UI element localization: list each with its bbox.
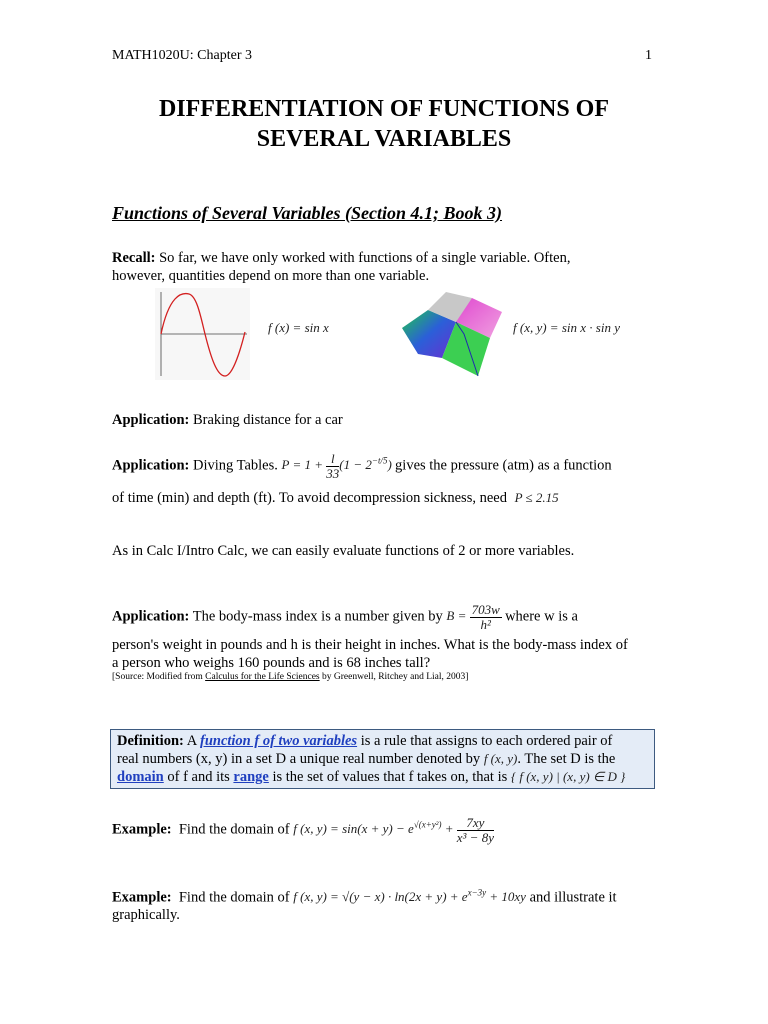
surface-plot <box>398 288 508 382</box>
calc-line: As in Calc I/Intro Calc, we can easily evaluate functions of 2 or more variables. <box>112 543 575 559</box>
range-set-formula: { f (x, y) | (x, y) ∈ D } <box>510 769 626 784</box>
recall-line1: So far, we have only worked with functions of a single variable. Often, <box>159 250 571 266</box>
course-header: MATH1020U: Chapter 3 <box>112 48 252 63</box>
recall-label: Recall: <box>112 250 156 266</box>
pressure-formula: P = 1 + $\frac{l}{33}$ $(1 - 2^{-t/5})$ <box>281 451 392 481</box>
bmi-text2: where w is a <box>505 608 578 625</box>
application-braking <box>112 411 343 429</box>
range-link[interactable]: range <box>233 769 269 785</box>
diving-line2: of time (min) and depth (ft). To avoid decompression sickness, need P ≤ 2.15 <box>112 490 559 506</box>
bmi-fraction: $\frac{703w}{\text{h²}}$ <box>471 602 500 632</box>
sine-graph <box>155 288 250 380</box>
example1-formula: f (x, $y) = \sin(x + y) - e^{√(x+y^2)}$ + $\frac{7xy}{\text{x³ − 8y}}$ <box>293 815 494 845</box>
page-title-line1: DIFFERENTIATION OF FUNCTIONS OF <box>158 96 610 122</box>
diving-text2: gives the pressure (atm) as a function <box>395 457 612 474</box>
application-label: Application: <box>112 457 190 474</box>
bmi-continued: person's weight in pounds and h is their height in inches. What is the body-mass index of a person who weighs 160 pounds and is 68 inches tall? <box>112 637 628 671</box>
application-bmi <box>112 603 712 632</box>
application-label: Application: <box>112 412 190 428</box>
sin-formula: f (x) = sin x <box>268 320 329 335</box>
definition-label: Definition: <box>117 733 184 749</box>
example1-fraction: $\frac{7xy}{\text{x³ − 8y}}$ <box>456 815 494 845</box>
definition-box: Definition: A function f of two variables is a rule that assigns to each ordered pair of real numbers (x, y) in a set D a unique real number denoted by f (x, y). The set D is the domain of f and its range is the set of values that f takes on, that is { f (x, y) | (x, y) ∈ D } <box>110 729 655 789</box>
example2-formula: f (x, $y) = √(y - x) \cdot \ln(2x + y) + e^{x-3y} + 10xy$ <box>293 888 526 905</box>
application-label: Application: <box>112 608 190 625</box>
example-label: Example: <box>112 821 172 838</box>
surface-formula: f (x, y) = sin x · sin y <box>513 320 620 335</box>
recall-line2: however, quantities depend on more than one variable. <box>112 268 430 284</box>
application-diving <box>112 452 712 481</box>
page-number: 1 <box>645 48 652 63</box>
recall-paragraph <box>112 249 672 285</box>
source-book: Calculus for the Life Sciences <box>205 672 320 682</box>
bmi-formula: B = $\frac{703w}{\text{h²}}$ <box>446 602 500 632</box>
diving-text1: Diving Tables. <box>192 457 278 474</box>
section-heading: Functions of Several Variables (Section 4.1; Book 3) <box>112 203 503 223</box>
domain-link[interactable]: domain <box>117 769 164 785</box>
example-label: Example: <box>112 889 172 906</box>
bmi-text1: The body-mass index is a number given by <box>192 608 443 625</box>
application-text: Braking distance for a car <box>192 412 343 428</box>
definition-term-link[interactable]: function f of two variables <box>199 733 358 749</box>
example-1: Example: Find the domain of f (x, $y) = \sin(x + y) - e^{√(x+y^2)}$ + $\frac{7xy}{\text{x³ − 8y}}$ <box>112 815 494 845</box>
pressure-condition: P ≤ 2.15 <box>514 490 559 505</box>
source-citation: [Source: Modified from Calculus for the Life Sciences by Greenwell, Ritchey and Lial, 2003] <box>112 672 469 682</box>
page-title-line2: SEVERAL VARIABLES <box>256 126 512 152</box>
pressure-fraction: $\frac{l}{33}$ <box>326 451 340 481</box>
example-2: Example: Find the domain of f (x, $y) = √(y - x) \cdot \ln(2x + y) + e^{x-3y} + 10xy$ and illustrate it graphically. <box>112 888 617 924</box>
